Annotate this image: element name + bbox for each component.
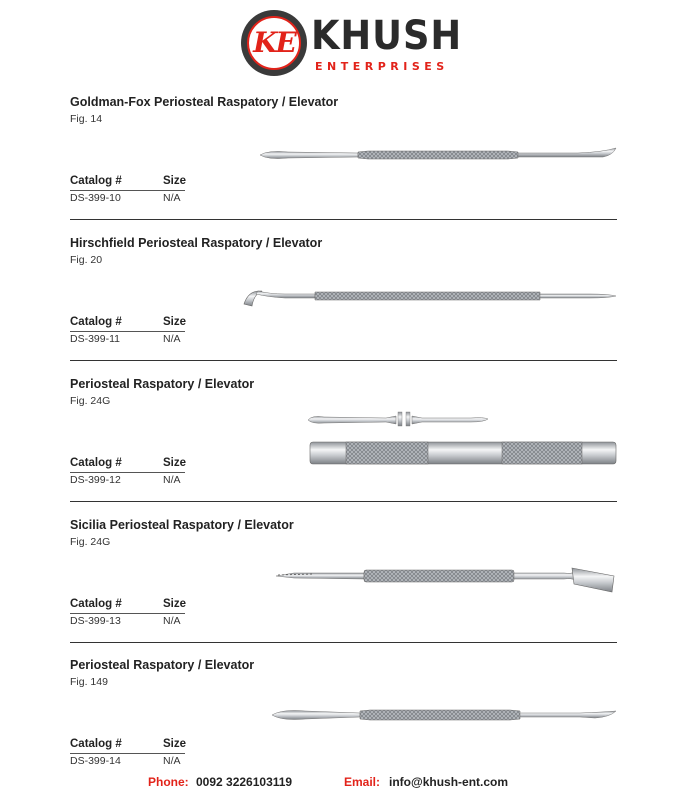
product-figure-number: Fig. 149 [70,676,108,688]
product-title: Periosteal Raspatory / Elevator [70,658,255,672]
catalog-header: Catalog # [70,457,122,469]
email-address[interactable]: info@khush-ent.com [389,775,509,789]
size-value: N/A [163,615,181,627]
catalog-header: Catalog # [70,316,122,328]
section-divider [70,501,617,502]
section-divider [70,642,617,643]
size-header: Size [163,175,187,187]
product-title: Hirschfield Periosteal Raspatory / Elevator [70,236,323,250]
logo-monogram: KE [247,16,301,70]
section-divider [70,360,617,361]
catalog-number: DS-399-14 [70,755,121,767]
angled-raspatory-icon [240,282,618,312]
catalog-number: DS-399-13 [70,615,121,627]
logo-badge [241,10,307,76]
product-title: Goldman-Fox Periosteal Raspatory / Elevator [70,95,339,109]
product-figure-number: Fig. 14 [70,113,103,125]
product-figure-number: Fig. 20 [70,254,103,266]
product-figure-number: Fig. 24G [70,536,111,548]
size-header: Size [163,457,187,469]
size-value: N/A [163,192,181,204]
double-ended-raspatory-icon [258,140,618,170]
catalog-number: DS-399-11 [70,333,120,345]
product-title: Sicilia Periosteal Raspatory / Elevator [70,518,294,532]
double-ended-raspatory-icon [270,700,618,730]
catalog-underline [70,472,185,473]
catalog-number: DS-399-12 [70,474,121,486]
size-value: N/A [163,755,181,767]
catalog-number: DS-399-10 [70,192,121,204]
product-title: Periosteal Raspatory / Elevator [70,377,255,391]
sicilia-raspatory-icon [274,562,618,596]
brand-name: KHUSH [311,13,463,59]
phone-number[interactable]: 0092 3226103119 [196,775,293,789]
raspatory-with-handle-detail-icon [306,408,618,470]
catalog-underline [70,190,185,191]
catalog-header: Catalog # [70,738,122,750]
brand-subtitle: ENTERPRISES [315,60,449,73]
catalog-header: Catalog # [70,598,122,610]
catalog-underline [70,331,185,332]
size-header: Size [163,316,187,328]
phone-label: Phone: [148,775,189,789]
email-label: Email: [344,775,381,789]
catalog-underline [70,753,185,754]
product-figure-number: Fig. 24G [70,395,111,407]
size-header: Size [163,598,187,610]
size-value: N/A [163,474,181,486]
catalog-underline [70,613,185,614]
section-divider [70,219,617,220]
catalog-header: Catalog # [70,175,122,187]
size-header: Size [163,738,187,750]
size-value: N/A [163,333,181,345]
company-logo [241,10,461,80]
